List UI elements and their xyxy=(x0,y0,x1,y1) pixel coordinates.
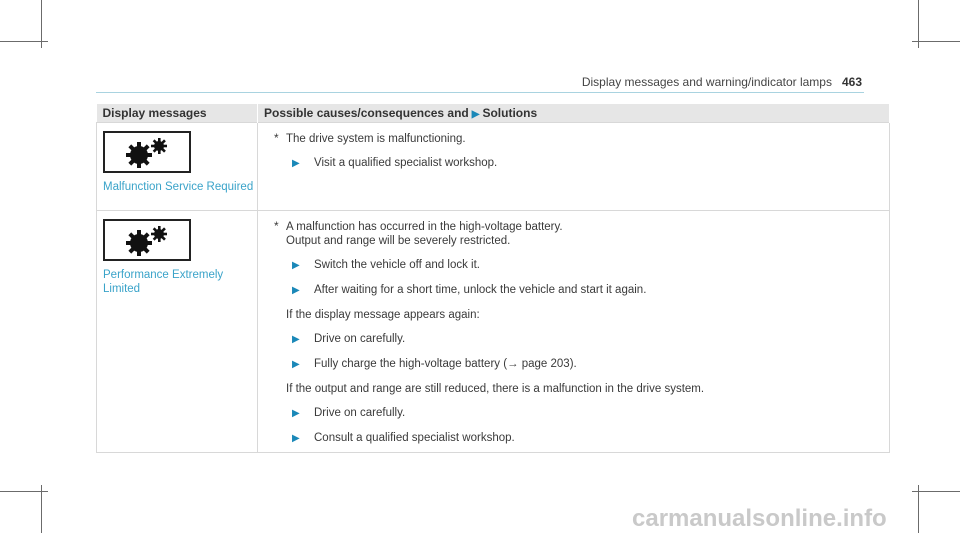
arrow-right-icon: ▶ xyxy=(292,407,300,419)
arrow-right-icon: ▶ xyxy=(292,358,300,370)
solution-step: ▶ Drive on carefully. xyxy=(292,332,406,345)
crop-mark xyxy=(41,485,42,533)
arrow-right-icon: ▶ xyxy=(292,157,300,169)
solution-cell xyxy=(258,122,890,210)
running-head xyxy=(581,75,862,91)
display-messages-table xyxy=(96,104,890,453)
crop-mark xyxy=(918,485,919,533)
display-screen xyxy=(103,219,191,261)
arrow-right-icon: ▶ xyxy=(292,284,300,296)
display-screen xyxy=(103,131,191,173)
page-reference: Fully charge the high-voltage battery (→ page 203). xyxy=(314,357,577,370)
arrow-right-icon: ▶ xyxy=(292,333,300,345)
condition-note: If the display message appears again: xyxy=(286,308,480,321)
arrow-right-icon: ▶ xyxy=(292,259,300,271)
arrow-right-icon: ▶ xyxy=(471,108,480,120)
crop-mark xyxy=(912,491,960,492)
running-head-title: Display messages and warning/indicator lamps xyxy=(581,75,832,89)
display-message-text: Performance Extremely Limited xyxy=(103,268,224,295)
condition-note: If the output and range are still reduced, there is a malfunction in the drive system. xyxy=(286,382,705,395)
solution-step xyxy=(274,357,889,372)
cause-text: * A malfunction has occurred in the high-voltage battery. xyxy=(274,218,563,233)
crop-mark xyxy=(0,41,48,42)
cause-continuation: Output and range will be severely restricted. xyxy=(286,234,511,247)
cause-text: * The drive system is malfunctioning. xyxy=(274,130,466,145)
bullet: * xyxy=(274,130,279,145)
bullet: * xyxy=(274,218,279,233)
arrow-right-icon: ▶ xyxy=(292,432,300,444)
table-header-row xyxy=(97,104,890,122)
crop-mark xyxy=(912,41,960,42)
solution-step: ▶ Consult a qualified specialist workshop. xyxy=(292,431,515,444)
display-cell xyxy=(97,122,258,210)
solution-step: ▶ Drive on carefully. xyxy=(292,406,406,419)
solution-step: ▶ Switch the vehicle off and lock it. xyxy=(292,258,480,271)
table-row xyxy=(97,122,890,210)
drive-system-gears-icon xyxy=(117,135,177,169)
solution-step: ▶ Visit a qualified specialist workshop. xyxy=(292,156,498,169)
column-header-causes-solutions: Possible causes/consequences and ▶ Solutions xyxy=(258,104,890,122)
page-number: 463 xyxy=(841,75,862,89)
solution-cell xyxy=(258,210,890,452)
header-rule xyxy=(96,92,864,93)
watermark: carmanualsonline.info xyxy=(632,505,887,532)
table-row xyxy=(97,210,890,452)
solution-step: ▶ After waiting for a short time, unlock the vehicle and start it again. xyxy=(292,283,647,296)
column-header-display-messages: Display messages xyxy=(97,104,258,122)
drive-system-gears-icon xyxy=(117,223,177,257)
crop-mark xyxy=(0,491,48,492)
display-cell xyxy=(97,210,258,452)
display-message-text: Malfunction Service Required xyxy=(103,180,254,193)
